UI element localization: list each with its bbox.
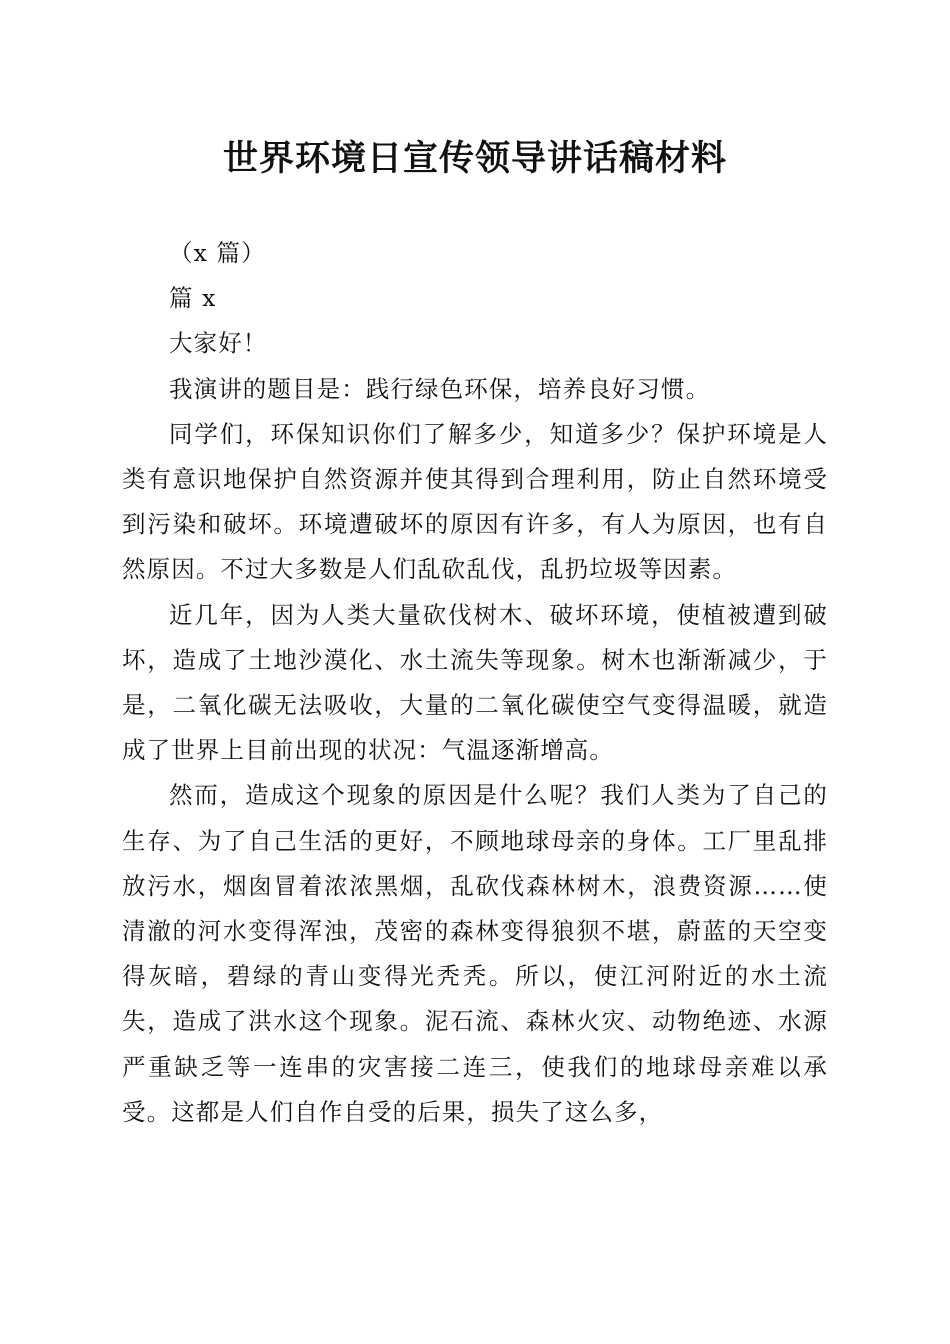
- body-paragraph: 然而，造成这个现象的原因是什么呢？我们人类为了自己的生存、为了自己生活的更好，不顾地球母亲的身体。工厂里乱排放污水，烟囱冒着浓浓黑烟，乱砍伐森林树木，浪费资源……使清澈的河水变得浑浊，茂密的森林变得狼狈不堪，蔚蓝的天空变得灰暗，碧绿的青山变得光秃秃。所以，使江河附近的水土流失，造成了洪水这个现象。泥石流、森林火灾、动物绝迹、水源严重缺乏等一连串的灾害接二连三，使我们的地球母亲难以承受。这都是人们自作自受的后果，损失了这么多，: [122, 781, 828, 1126]
- section-heading: 篇 x: [169, 284, 217, 313]
- section-count-note: （x 篇）: [169, 239, 266, 267]
- greeting-paragraph: 大家好！: [169, 329, 268, 358]
- document-title: 世界环境日宣传领导讲话稿材料: [222, 138, 727, 179]
- body-paragraph: 同学们，环保知识你们了解多少，知道多少？保护环境是人类有意识地保护自然资源并使其得到合理利用，防止自然环境受到污染和破坏。环境遭破坏的原因有许多，有人为原因，也有自然原因。不过大多数是人们乱砍乱伐，乱扔垃圾等因素。: [122, 419, 828, 584]
- topic-paragraph: 我演讲的题目是：践行绿色环保，培养良好习惯。: [169, 374, 711, 403]
- document-body: [122, 231, 828, 1135]
- body-paragraph: 近几年，因为人类大量砍伐树木、破坏环境，使植被遭到破坏，造成了土地沙漠化、水土流失等现象。树木也渐渐减少，于是，二氧化碳无法吸收，大量的二氧化碳使空气变得温暖，就造成了世界上目前出现的状况：气温逐渐增高。: [122, 600, 828, 765]
